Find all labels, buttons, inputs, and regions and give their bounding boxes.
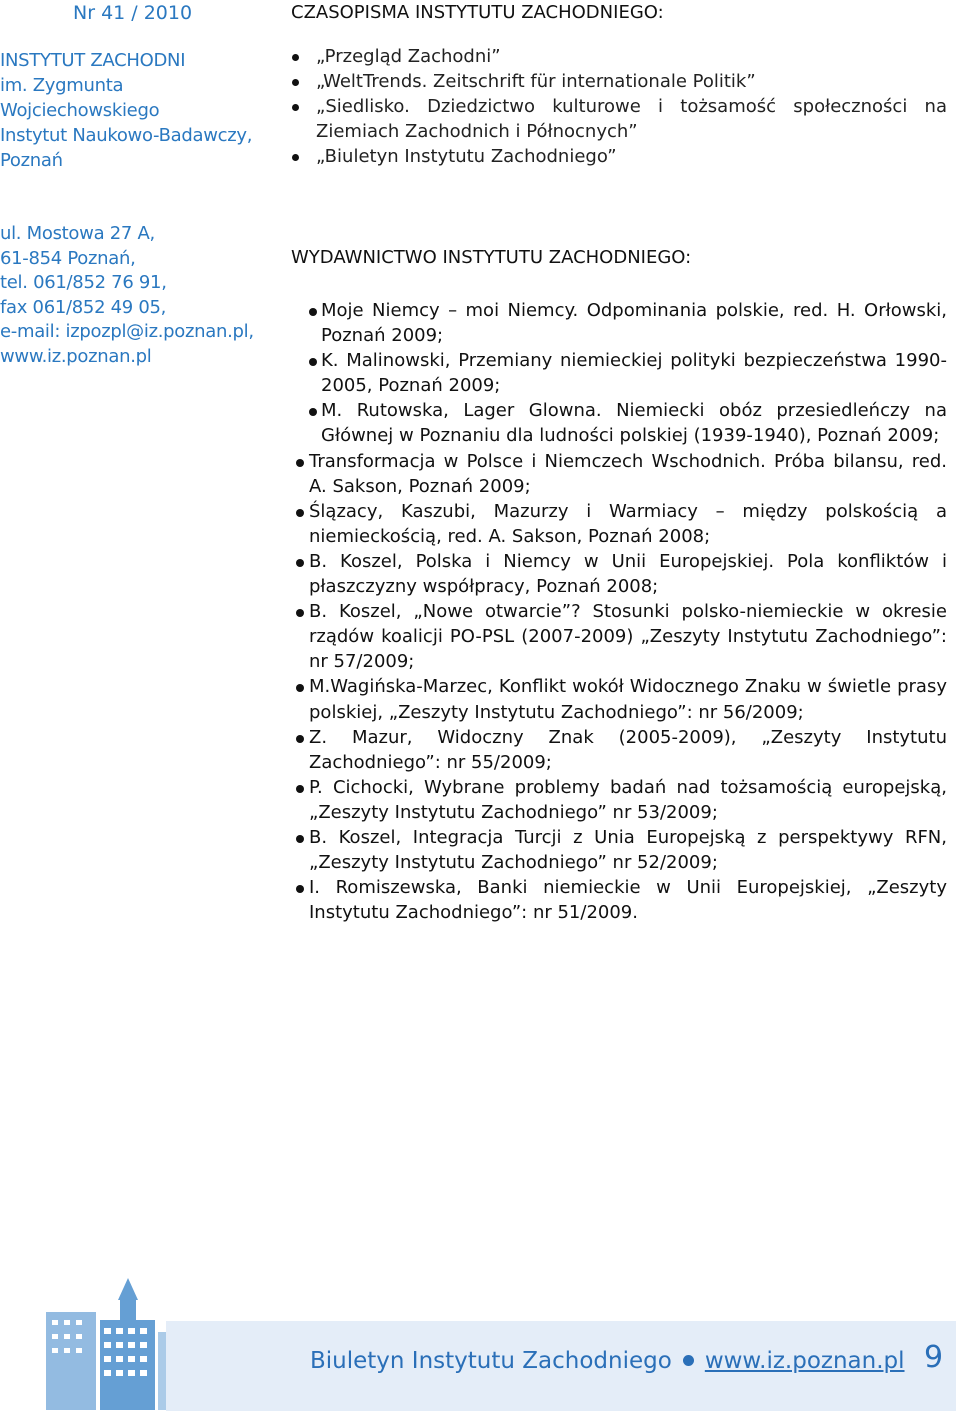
institution-line: Poznań (0, 150, 63, 171)
bullet-icon (309, 308, 317, 316)
list-item: „Biuletyn Instytutu Zachodniego” (291, 144, 947, 169)
bullet-icon (292, 54, 299, 61)
institution-line: im. Zygmunta (0, 75, 124, 96)
publications-list (291, 298, 947, 925)
institution-line: Instytut Naukowo-Badawczy, (0, 125, 253, 146)
bullet-icon (309, 408, 317, 416)
footer (310, 1348, 905, 1374)
list-item: B. Koszel, Integracja Turcji z Unia Europejską z perspektywy RFN, „Zeszyty Instytutu Zachodniego” nr 52/2009; (291, 825, 947, 875)
list-item: „Siedlisko. Dziedzictwo kulturowe i tożsamość społeczności na Ziemiach Zachodnich i Północnych” (291, 94, 947, 144)
journals-list (291, 44, 947, 169)
contact-address (0, 222, 254, 369)
bullet-icon (309, 358, 317, 366)
bullet-icon (292, 104, 299, 111)
address-phone: tel. 061/852 76 91, (0, 272, 167, 293)
bullet-icon (296, 559, 304, 567)
list-item: Ślązacy, Kaszubi, Mazurzy i Warmiacy – między polskością a niemieckością, red. A. Sakson, Poznań 2008; (291, 499, 947, 549)
bullet-icon (292, 79, 299, 86)
list-item: Moje Niemcy – moi Niemcy. Odpominania polskie, red. H. Orłowski, Poznań 2009; (291, 298, 947, 348)
list-item: „WeltTrends. Zeitschrift für internationale Politik” (291, 69, 947, 94)
list-item: K. Malinowski, Przemiany niemieckiej polityki bezpieczeństwa 1990-2005, Poznań 2009; (291, 348, 947, 398)
footer-website-link[interactable]: www.iz.poznan.pl (704, 1348, 905, 1374)
page-number: 9 (924, 1340, 944, 1375)
bullet-icon (683, 1355, 694, 1366)
bullet-icon (296, 459, 304, 467)
bullet-icon (296, 609, 304, 617)
bullet-icon (296, 835, 304, 843)
institution-line: INSTYTUT ZACHODNI (0, 50, 186, 71)
bullet-icon (296, 885, 304, 893)
list-item: P. Cichocki, Wybrane problemy badań nad tożsamością europejską, „Zeszyty Instytutu Zachodniego” nr 53/2009; (291, 775, 947, 825)
bullet-icon (296, 735, 304, 743)
list-item: M. Rutowska, Lager Glowna. Niemiecki obóz przesiedleńczy na Głównej w Poznaniu dla ludności polskiej (1939-1940), Poznań 2009; (291, 398, 947, 448)
list-item: B. Koszel, Polska i Niemcy w Unii Europejskiej. Pola konfliktów i płaszczyzny współpracy, Poznań 2008; (291, 549, 947, 599)
institution-line: Wojciechowskiego (0, 100, 160, 121)
address-email[interactable]: e-mail: izpozpl@iz.poznan.pl, (0, 321, 254, 342)
address-fax: fax 061/852 49 05, (0, 296, 167, 318)
address-website[interactable]: www.iz.poznan.pl (0, 345, 152, 367)
list-item: Transformacja w Polsce i Niemczech Wschodnich. Próba bilansu, red. A. Sakson, Poznań 2009; (291, 449, 947, 499)
list-item: I. Romiszewska, Banki niemieckie w Unii Europejskiej, „Zeszyty Instytutu Zachodniego”: nr 51/2009. (291, 875, 947, 925)
institution-name (0, 48, 252, 173)
list-item: „Przegląd Zachodni” (291, 44, 947, 69)
issue-number: Nr 41 / 2010 (73, 2, 193, 24)
publications-heading: WYDAWNICTWO INSTYTUTU ZACHODNIEGO: (291, 247, 692, 268)
bullet-icon (292, 154, 299, 161)
bullet-icon (296, 684, 304, 692)
journals-heading: CZASOPISMA INSTYTUTU ZACHODNIEGO: (291, 2, 664, 23)
list-item: Z. Mazur, Widoczny Znak (2005-2009), „Zeszyty Instytutu Zachodniego”: nr 55/2009; (291, 725, 947, 775)
list-item: M.Wagińska-Marzec, Konflikt wokół Widocznego Znaku w świetle prasy polskiej, „Zeszyty Instytutu Zachodniego”: nr 56/2009; (291, 674, 947, 724)
address-street: ul. Mostowa 27 A, (0, 223, 155, 244)
footer-title: Biuletyn Instytutu Zachodniego (310, 1348, 672, 1374)
bullet-icon (296, 785, 304, 793)
list-item: B. Koszel, „Nowe otwarcie”? Stosunki polsko-niemieckie w okresie rządów koalicji PO-PSL (2007-2009) „Zeszyty Instytutu Zachodniego”: nr 57/2009; (291, 599, 947, 674)
address-city: 61-854 Poznań, (0, 247, 136, 269)
bullet-icon (296, 509, 304, 517)
sidebar (0, 0, 262, 1423)
